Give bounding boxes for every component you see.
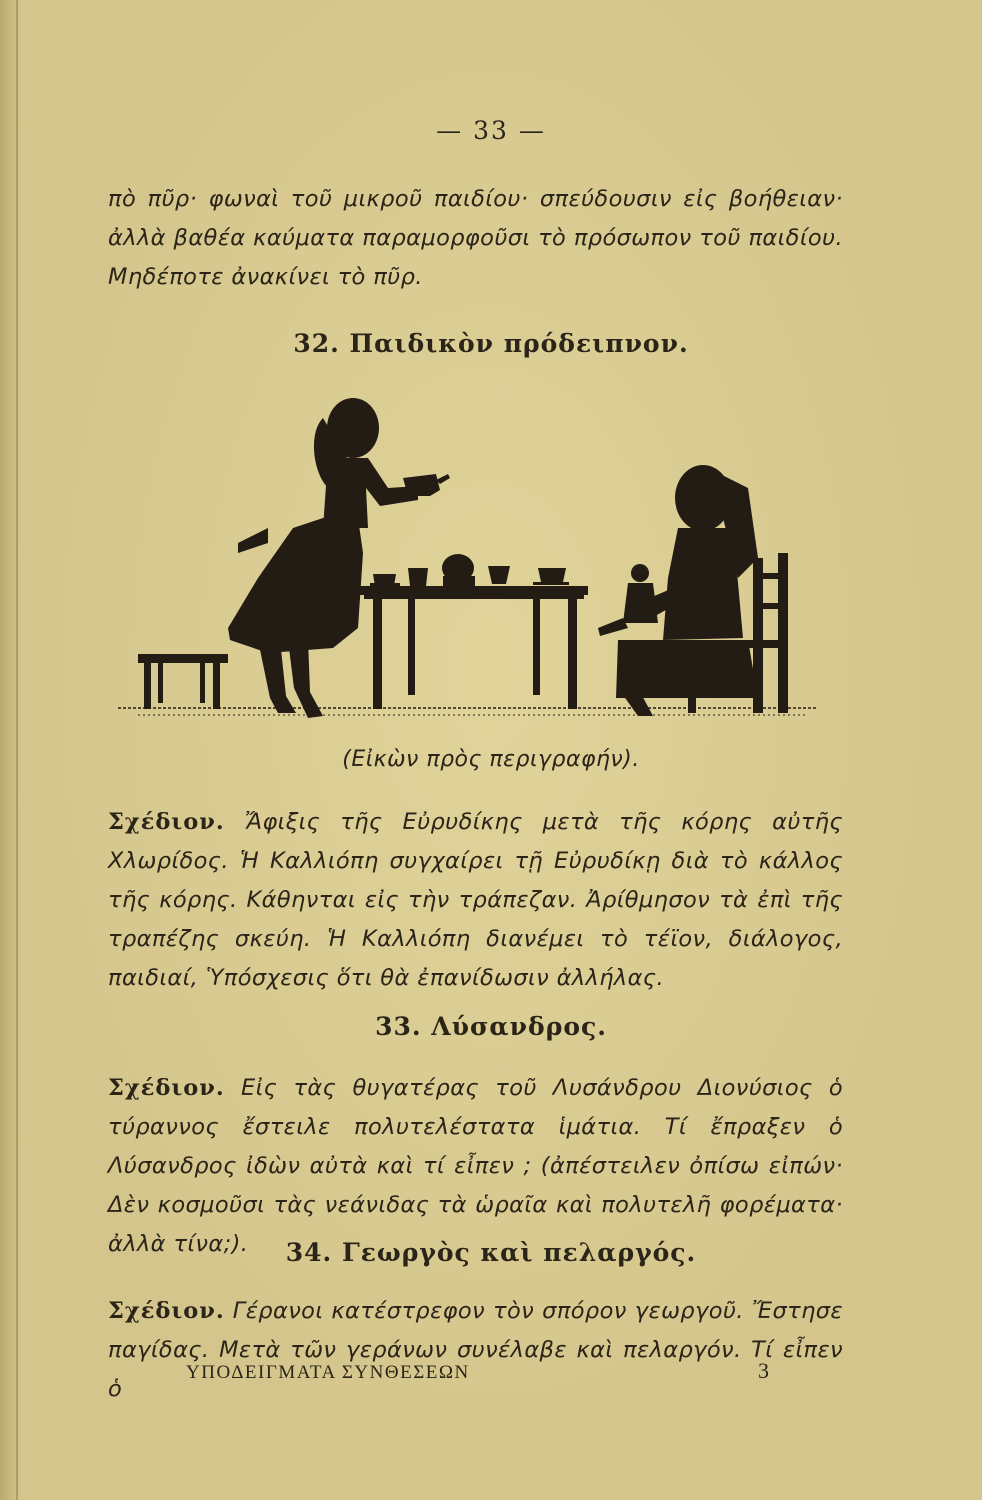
section-heading-32: 32. Παιδικὸν πρόδειπνον.: [293, 329, 689, 358]
section-heading-34: 34. Γεωργὸς καὶ πελαργός.: [285, 1238, 697, 1267]
paragraph-continued: [108, 180, 843, 297]
illustration-caption: (Εἰκὼν πρὸς περιγραφήν).: [342, 747, 640, 772]
section-32-body: [108, 803, 843, 998]
silhouette-illustration: [118, 378, 818, 733]
section-33-text: Εἰς τὰς θυγατέρας τοῦ Λυσάνδρου Διονύσιος ὁ τύραννος ἔστειλε πολυτελέστατα ἱμάτια. Τί ἔπραξεν ὁ Λύσανδρος ἰδὼν αὐτὰ καὶ τί εἶπεν ; (ἀπέστειλεν ὀπίσω εἰπών· Δὲν κοσμοῦσι τὰς νεάνιδας τὰ ὡραῖα καὶ πολυτελῆ φορέματα· ἀλλὰ τίνα;).: [108, 1075, 843, 1257]
section-heading-33: 33. Λύσανδρος.: [375, 1012, 607, 1041]
plan-label: Σχέδιον.: [108, 1298, 225, 1324]
plan-label: Σχέδιον.: [108, 1075, 225, 1101]
section-33-body: [108, 1069, 843, 1264]
page-number: — 33 —: [436, 116, 546, 145]
section-34-text: Γέρανοι κατέστρεφον τὸν σπόρον γεωργοῦ. Ἔστησε παγίδας. Μετὰ τῶν γεράνων συνέλαβε καὶ πελαργόν. Τί εἶπεν ὁ: [108, 1298, 843, 1402]
paragraph-text: πὸ πῦρ· φωναὶ τοῦ μικροῦ παιδίου· σπεύδουσιν εἰς βοήθειαν· ἀλλὰ βαθέα καύματα παραμορφοῦσι τὸ πρόσωπον τοῦ παιδίου. Μηδέποτε ἀνακίνει τὸ πῦρ.: [108, 186, 843, 290]
section-32-text: Ἄφιξις τῆς Εὐρυδίκης μετὰ τῆς κόρης αὐτῆς Χλωρίδος. Ἡ Καλλιόπη συγχαίρει τῇ Εὐρυδίκῃ διὰ τὸ κάλλος τῆς κόρης. Κάθηνται εἰς τὴν τράπεζαν. Ἀρίθμησον τὰ ἐπὶ τῆς τραπέζης σκεύη. Ἡ Καλλιόπη διανέμει τὸ τέϊον, διάλογος, παιδιαί, Ὑπόσχεσις ὅτι θὰ ἐπανίδωσιν ἀλλήλας.: [108, 809, 843, 991]
footer-book-title: ΥΠΟΔΕΙΓΜΑΤΑ ΣΥΝΘΕΣΕΩΝ: [186, 1362, 470, 1383]
plan-label: Σχέδιον.: [108, 809, 225, 835]
section-34-body: [108, 1292, 843, 1409]
footer-signature: 3: [758, 1358, 769, 1383]
